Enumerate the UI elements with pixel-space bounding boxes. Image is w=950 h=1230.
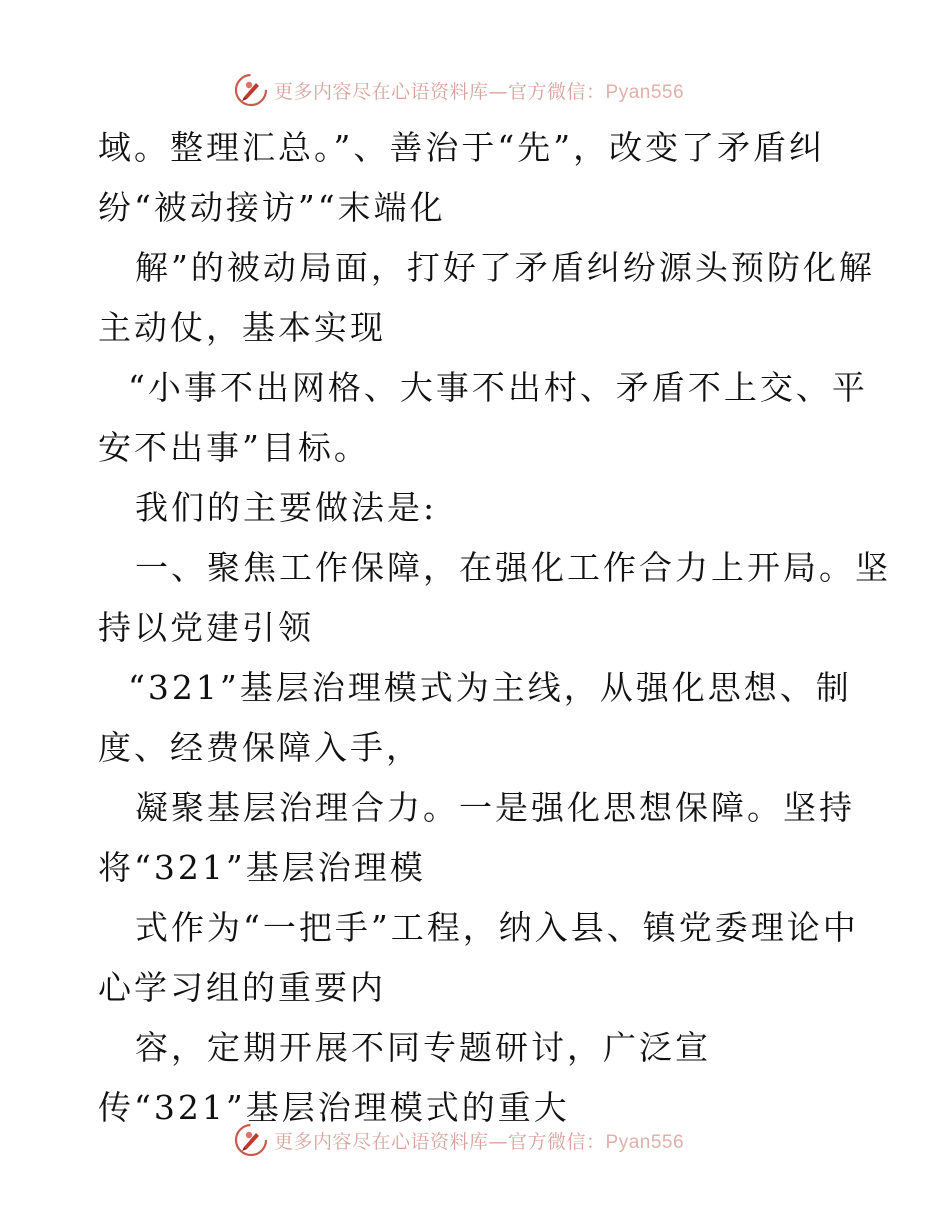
pen-flame-logo-icon: [234, 73, 268, 107]
watermark-wechat-id: Pyan556: [605, 1131, 685, 1153]
text-line: 一、聚焦工作保障，在强化工作合力上开局。坚: [135, 548, 891, 587]
text-line: 主动仗，基本实现: [98, 308, 386, 347]
watermark-dash: —: [488, 1130, 509, 1153]
header-watermark: [234, 72, 684, 108]
text-line: 持以党建引领: [98, 608, 314, 647]
text-line: 将“321”基层治理模: [98, 848, 426, 887]
footer-watermark: [234, 1122, 684, 1158]
text-line: 解”的被动局面，打好了矛盾纠纷源头预防化解: [135, 248, 875, 287]
text-line: 安不出事”目标。: [98, 428, 370, 467]
text-line: 传“321”基层治理模式的重大: [98, 1088, 570, 1127]
watermark-main: 更多内容尽在心语资料库: [274, 1130, 489, 1153]
document-body: [98, 118, 891, 1138]
text-line: “321”基层治理模式为主线，从强化思想、制: [128, 668, 852, 707]
text-line: 心学习组的重要内: [98, 968, 386, 1007]
text-line: 凝聚基层治理合力。一是强化思想保障。坚持: [135, 788, 855, 827]
text-line: 我们的主要做法是:: [135, 488, 438, 527]
watermark-main: 更多内容尽在心语资料库: [274, 80, 489, 103]
watermark-wechat-id: Pyan556: [605, 81, 685, 103]
pen-flame-logo-icon: [234, 1123, 268, 1157]
watermark-official: 官方微信：: [508, 1130, 606, 1153]
watermark-text: [274, 1127, 684, 1154]
text-line: 域。整理汇总。”、善治于“先”，改变了矛盾纠: [98, 128, 826, 167]
text-line: “小事不出网格、大事不出村、矛盾不上交、平: [128, 368, 868, 407]
text-line: 纷“被动接访”“末端化: [98, 188, 446, 227]
text-line: 容，定期开展不同专题研讨，广泛宣: [135, 1028, 711, 1067]
watermark-official: 官方微信：: [508, 80, 606, 103]
watermark-dash: —: [488, 80, 509, 103]
text-line: 式作为“一把手”工程，纳入县、镇党委理论中: [135, 908, 859, 947]
text-line: 度、经费保障入手，: [98, 728, 422, 767]
watermark-text: [274, 77, 684, 104]
